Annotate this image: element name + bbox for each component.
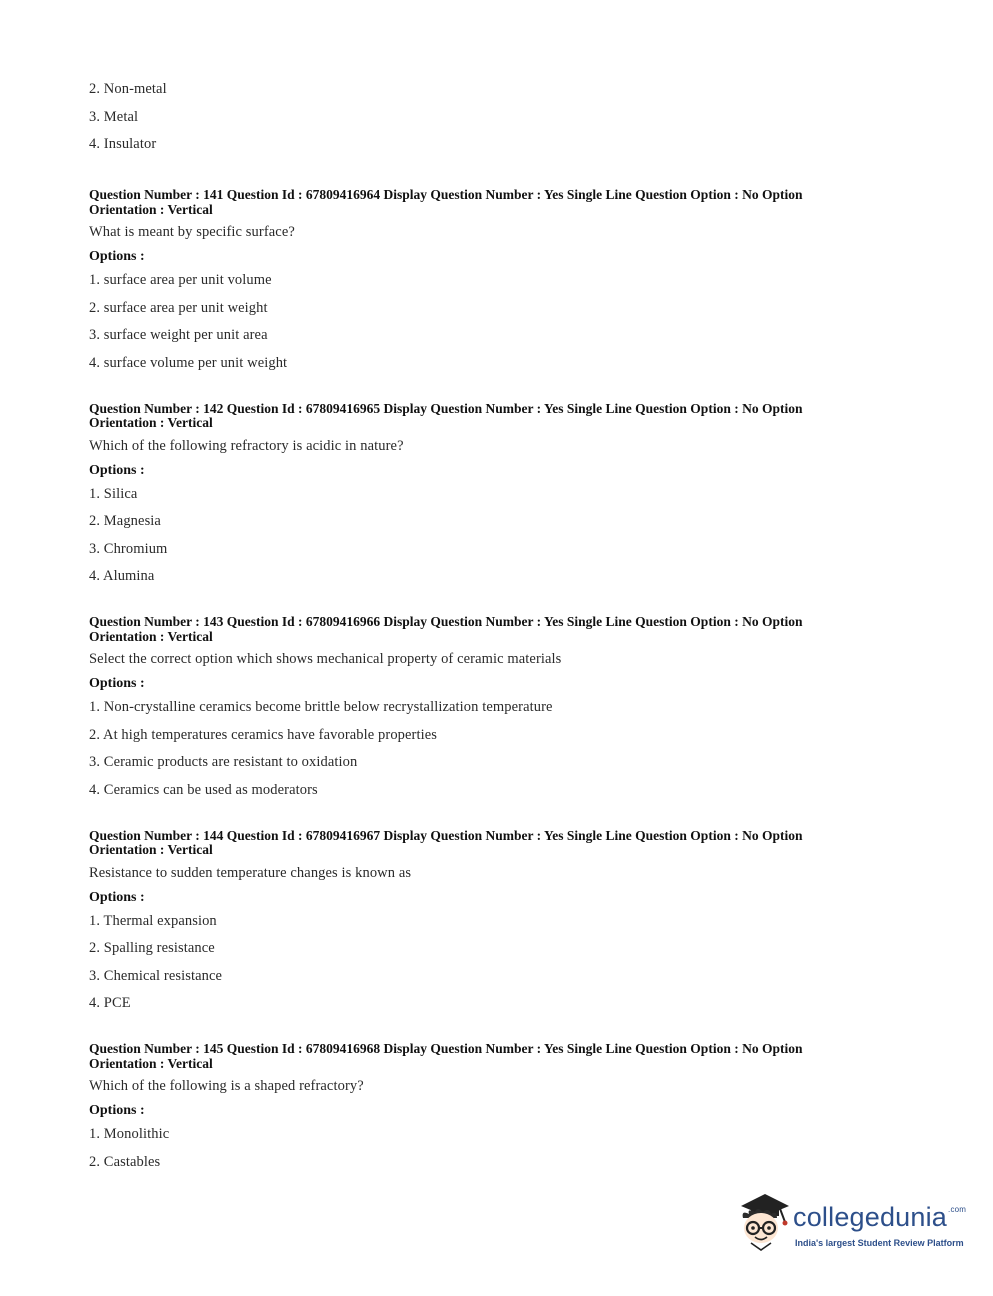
question-text: Resistance to sudden temperature changes is known as bbox=[89, 864, 412, 881]
option: 2. Non-metal bbox=[89, 81, 167, 97]
option: 1. Silica bbox=[89, 485, 138, 502]
options-label: Options : bbox=[89, 1103, 145, 1118]
option: 4. Insulator bbox=[89, 136, 157, 152]
option: 2. surface area per unit weight bbox=[89, 299, 268, 316]
mascot-icon bbox=[735, 1188, 797, 1260]
question-142 bbox=[89, 402, 889, 586]
question-meta: Question Number : 141 Question Id : 67809416964 Display Question Number : Yes Single Line Question Option : No Option Orientation : Vertical bbox=[89, 187, 803, 217]
option: 2. At high temperatures ceramics have favorable properties bbox=[89, 726, 438, 743]
question-145 bbox=[89, 1042, 889, 1171]
logo-suffix: .com bbox=[948, 1205, 967, 1214]
option: 3. Ceramic products are resistant to oxidation bbox=[89, 754, 358, 770]
logo-tagline: India's largest Student Review Platform bbox=[795, 1238, 964, 1248]
option: 1. Thermal expansion bbox=[89, 912, 217, 929]
logo-wordmark: collegedunia$^{.com}$ bbox=[793, 1202, 967, 1232]
top-options bbox=[89, 80, 889, 153]
option: 3. Chemical resistance bbox=[89, 967, 223, 984]
option: 2. Castables bbox=[89, 1153, 161, 1170]
option: 2. Magnesia bbox=[89, 513, 161, 529]
document-page bbox=[89, 80, 889, 1180]
option: 4. Ceramics can be used as moderators bbox=[89, 781, 318, 798]
question-meta: Question Number : 142 Question Id : 67809416965 Display Question Number : Yes Single Line Question Option : No Option Orientation : Vertical bbox=[89, 400, 803, 430]
options-label: Options : bbox=[89, 462, 145, 478]
option: 3. surface weight per unit area bbox=[89, 327, 268, 343]
option: 4. PCE bbox=[89, 995, 131, 1011]
options-label: Options : bbox=[89, 676, 145, 691]
question-text: What is meant by specific surface? bbox=[89, 224, 295, 240]
option: 3. Metal bbox=[89, 108, 139, 125]
question-text: Which of the following refractory is acidic in nature? bbox=[89, 437, 404, 454]
question-meta: Question Number : 144 Question Id : 67809416967 Display Question Number : Yes Single Line Question Option : No Option Orientation : Vertical bbox=[89, 827, 803, 857]
question-text: Which of the following is a shaped refractory? bbox=[89, 1078, 364, 1094]
question-144 bbox=[89, 829, 889, 1013]
option: 4. surface volume per unit weight bbox=[89, 354, 288, 371]
option: 3. Chromium bbox=[89, 540, 168, 557]
question-text: Select the correct option which shows mechanical property of ceramic materials bbox=[89, 651, 562, 667]
option: 4. Alumina bbox=[89, 568, 155, 584]
options-label: Options : bbox=[89, 889, 145, 905]
option: 1. surface area per unit volume bbox=[89, 272, 272, 288]
collegedunia-logo[interactable] bbox=[735, 1188, 965, 1260]
options-label: Options : bbox=[89, 249, 145, 264]
question-meta: Question Number : 145 Question Id : 67809416968 Display Question Number : Yes Single Line Question Option : No Option Orientation : Vertical bbox=[89, 1041, 803, 1071]
option: 1. Non-crystalline ceramics become brittle below recrystallization temperature bbox=[89, 699, 553, 715]
option: 1. Monolithic bbox=[89, 1126, 170, 1142]
question-meta: Question Number : 143 Question Id : 67809416966 Display Question Number : Yes Single Line Question Option : No Option Orientation : Vertical bbox=[89, 614, 803, 644]
option: 2. Spalling resistance bbox=[89, 940, 215, 956]
question-141 bbox=[89, 188, 889, 372]
question-143 bbox=[89, 615, 889, 799]
